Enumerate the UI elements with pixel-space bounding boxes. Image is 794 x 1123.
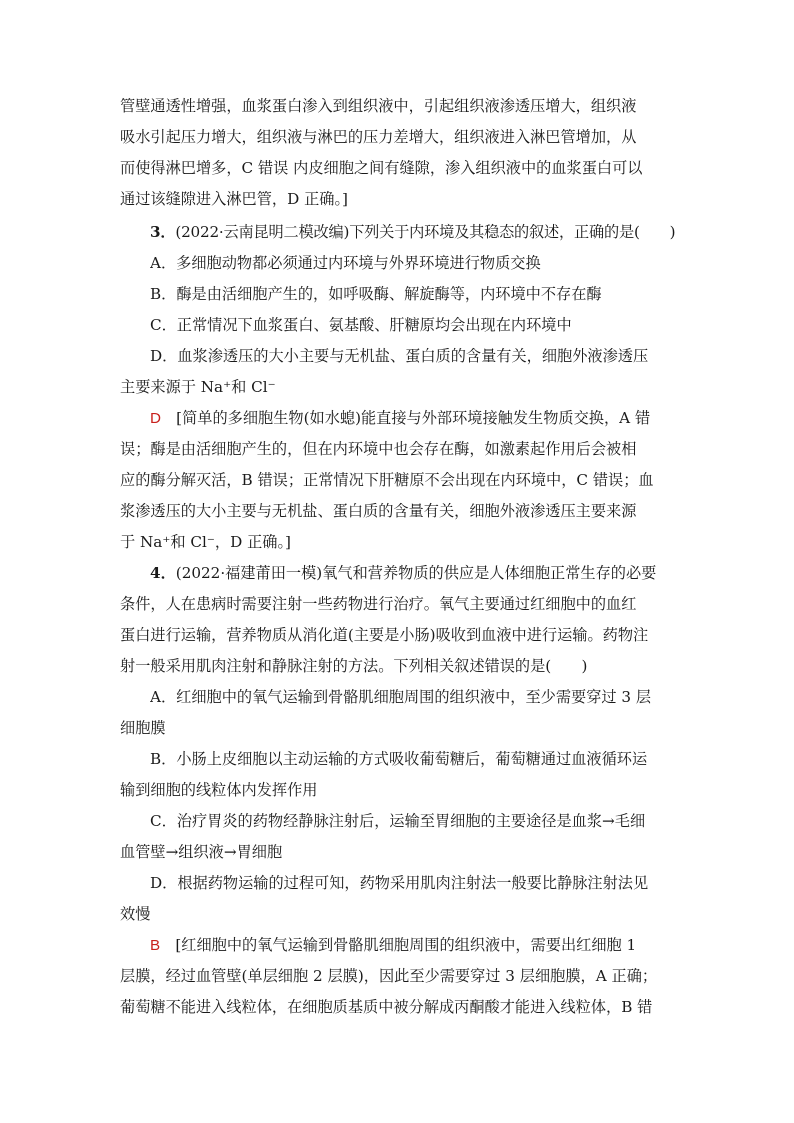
question-3-explanation-line: 误；酶是由活细胞产生的，但在内环境中也会存在酶，如激素起作用后会被相: [120, 440, 637, 458]
question-4-option-c: C．治疗胃炎的药物经静脉注射后，运输至胃细胞的主要途径是血浆→毛细: [150, 812, 646, 830]
question-4-explanation: [150, 935, 680, 957]
question-3-option-a: A．多细胞动物都必须通过内环境与外界环境进行物质交换: [150, 254, 541, 272]
question-3-explanation-line: 应的酶分解灭活，B 错误；正常情况下肝糖原不会出现在内环境中，C 错误；血: [120, 471, 654, 489]
question-3-explanation-line: 于 Na⁺和 Cl⁻，D 正确。]: [120, 533, 291, 551]
question-3-option-b: B．酶是由活细胞产生的，如呼吸酶、解旋酶等，内环境中不存在酶: [150, 285, 602, 303]
question-3-option-d-cont: 主要来源于 Na⁺和 Cl⁻: [120, 378, 276, 396]
question-4-option-d: D．根据药物运输的过程可知，药物采用肌肉注射法一般要比静脉注射法见: [150, 874, 649, 892]
prev-explanation-line: 通过该缝隙进入淋巴管，D 正确。]: [120, 190, 348, 208]
question-4-option-a-cont: 细胞膜: [120, 719, 166, 737]
question-3-answer: D: [150, 410, 161, 427]
question-4-option-b-cont: 输到细胞的线粒体内发挥作用: [120, 781, 318, 799]
question-4-option-c-cont: 血管壁→组织液→胃细胞: [120, 843, 283, 861]
question-4-explanation-line: 层膜，经过血管壁(单层细胞 2 层膜)，因此至少需要穿过 3 层细胞膜，A 正确；: [120, 967, 658, 985]
question-3-stem: [150, 222, 680, 244]
prev-explanation-line: 而使得淋巴增多，C 错误 内皮细胞之间有缝隙，渗入组织液中的血浆蛋白可以: [120, 159, 643, 177]
question-4-stem-line: 射一般采用肌肉注射和静脉注射的方法。下列相关叙述错误的是( ): [120, 657, 588, 675]
question-4-explanation-text: [红细胞中的氧气运输到骨骼肌细胞周围的组织液中，需要出红细胞 1: [175, 936, 637, 954]
prev-explanation-line: 吸水引起压力增大，组织液与淋巴的压力差增大，组织液进入淋巴管增加，从: [120, 128, 637, 146]
question-4-stem-text: (2022·福建莆田一模)氧气和营养物质的供应是人体细胞正常生存的必要: [175, 564, 657, 582]
question-4-option-a: A．红细胞中的氧气运输到骨骼肌细胞周围的组织液中，至少需要穿过 3 层: [150, 688, 652, 706]
question-4-number: 4．: [150, 564, 176, 582]
question-3-option-c: C．正常情况下血浆蛋白、氨基酸、肝糖原均会出现在内环境中: [150, 316, 572, 334]
question-3-explanation-line: 浆渗透压的大小主要与无机盐、蛋白质的含量有关，细胞外液渗透压主要来源: [120, 502, 637, 520]
question-4-answer: B: [150, 937, 161, 954]
question-3-explanation: [150, 408, 680, 430]
question-4-stem-line: 蛋白进行运输，营养物质从消化道(主要是小肠)吸收到血液中进行运输。药物注: [120, 626, 649, 644]
question-4-option-b: B．小肠上皮细胞以主动运输的方式吸收葡萄糖后，葡萄糖通过血液循环运: [150, 750, 648, 768]
question-4-stem-line: 条件，人在患病时需要注射一些药物进行治疗。氧气主要通过红细胞中的血红: [120, 595, 637, 613]
question-3-stem-text: (2022·云南昆明二模改编)下列关于内环境及其稳态的叙述，正确的是( ): [175, 223, 676, 241]
question-3-number: 3．: [150, 223, 176, 241]
question-3-explanation-text: [简单的多细胞生物(如水螅)能直接与外部环境接触发生物质交换，A 错: [176, 409, 651, 427]
question-4-explanation-line: 葡萄糖不能进入线粒体，在细胞质基质中被分解成丙酮酸才能进入线粒体，B 错: [120, 998, 653, 1016]
prev-explanation-line: 管壁通透性增强，血浆蛋白渗入到组织液中，引起组织液渗透压增大，组织液: [120, 97, 637, 115]
question-4-option-d-cont: 效慢: [120, 905, 151, 923]
question-3-option-d: D．血浆渗透压的大小主要与无机盐、蛋白质的含量有关，细胞外液渗透压: [150, 347, 649, 365]
question-4-stem: [150, 563, 680, 585]
